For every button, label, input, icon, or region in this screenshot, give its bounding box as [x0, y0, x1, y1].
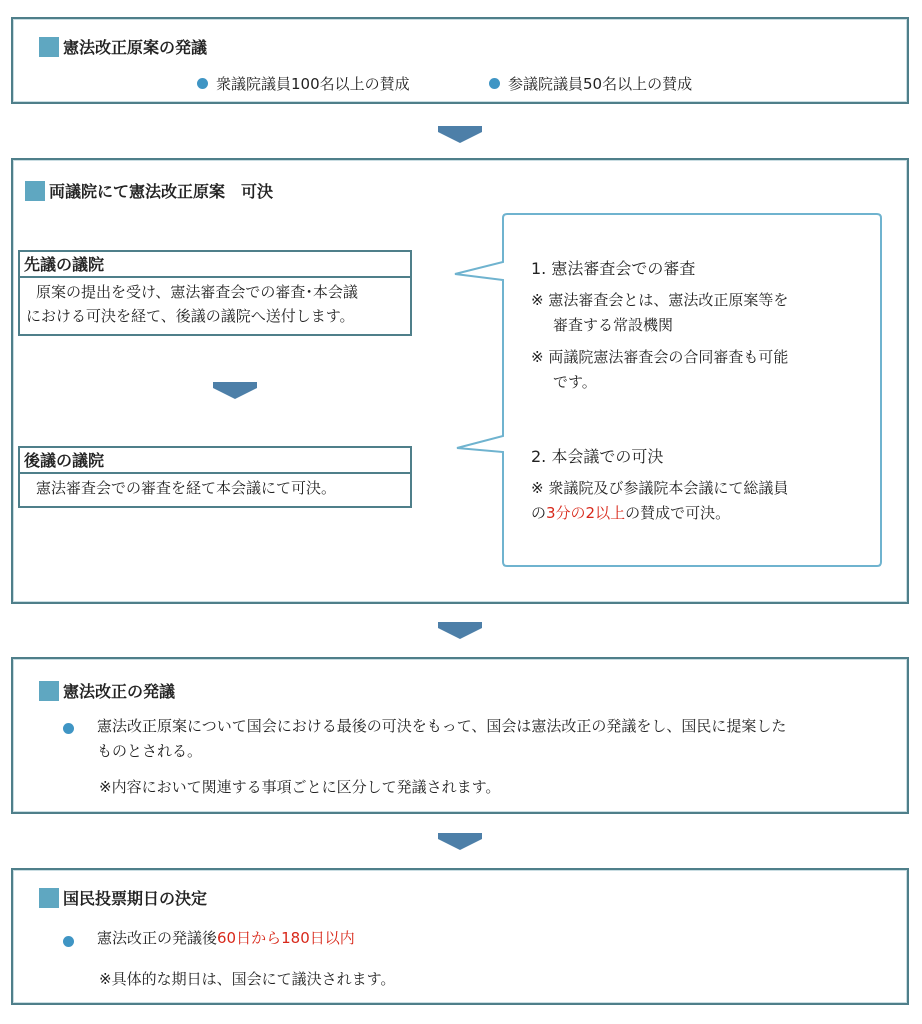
down-arrow-icon [434, 622, 486, 640]
callout-item1-note1-line2: 審査する常設機関 [553, 316, 674, 334]
square-bullet-icon [39, 37, 59, 57]
step1-bullet-house: 衆議院議員100名以上の賛成 [197, 73, 410, 94]
step2-heading: 両議院にて憲法改正原案 可決 [25, 179, 273, 202]
callout-item1-note2-line2: です。 [553, 373, 597, 391]
square-bullet-icon [25, 181, 45, 201]
step4-bullet: 憲法改正の発議後60日から180日以内 [97, 929, 355, 947]
callout-item2-title: 2. 本会議での可決 [531, 447, 664, 466]
step1-box [11, 17, 909, 104]
step1-bullet-councillors: 参議院議員50名以上の賛成 [489, 73, 692, 94]
first-house-box [18, 250, 412, 336]
step4-note: ※具体的な期日は、国会にて議決されます。 [99, 970, 396, 988]
second-house-body: 憲法審査会での審査を経て本会議にて可決。 [36, 479, 337, 497]
callout-item1-title: 1. 憲法審査会での審査 [531, 259, 696, 278]
bullet-dot-icon [63, 936, 74, 947]
down-arrow-icon [434, 126, 486, 144]
callout-item1-note2-line1: ※ 両議院憲法審査会の合同審査も可能 [531, 348, 789, 366]
bullet-dot-icon [197, 78, 208, 89]
step3-bullet-line1: 憲法改正原案について国会における最後の可決をもって、国会は憲法改正の発議をし、国民に提案した [97, 717, 787, 735]
step1-heading: 憲法改正原案の発議 [39, 35, 207, 58]
callout-item2-note-line2: の3分の2以上の賛成で可決。 [531, 504, 731, 522]
step4-box [11, 868, 909, 1005]
first-house-body: 原案の提出を受け、憲法審査会での審査･本会議 における可決を経て、後議の議院へ送付します。 [26, 283, 358, 325]
down-arrow-icon [434, 833, 486, 851]
step3-bullet-line2: ものとされる。 [97, 742, 203, 760]
period-highlight: 60日から180日以内 [217, 929, 355, 947]
callout-item1-note1-line1: ※ 憲法審査会とは、憲法改正原案等を [531, 291, 789, 309]
bullet-dot-icon [63, 723, 74, 734]
second-house-box [18, 446, 412, 508]
step3-box [11, 657, 909, 814]
step4-heading: 国民投票期日の決定 [39, 886, 207, 909]
down-arrow-icon [209, 382, 261, 400]
bullet-dot-icon [489, 78, 500, 89]
first-house-title: 先議の議院 [20, 252, 410, 278]
square-bullet-icon [39, 681, 59, 701]
callout-item2-note-line1: ※ 衆議院及び参議院本会議にて総議員 [531, 479, 789, 497]
step2-box [11, 158, 909, 604]
two-thirds-highlight: 3分の2以上 [546, 504, 626, 522]
step3-heading: 憲法改正の発議 [39, 679, 175, 702]
second-house-title: 後議の議院 [20, 448, 410, 474]
square-bullet-icon [39, 888, 59, 908]
step3-note: ※内容において関連する事項ごとに区分して発議されます。 [99, 778, 501, 796]
